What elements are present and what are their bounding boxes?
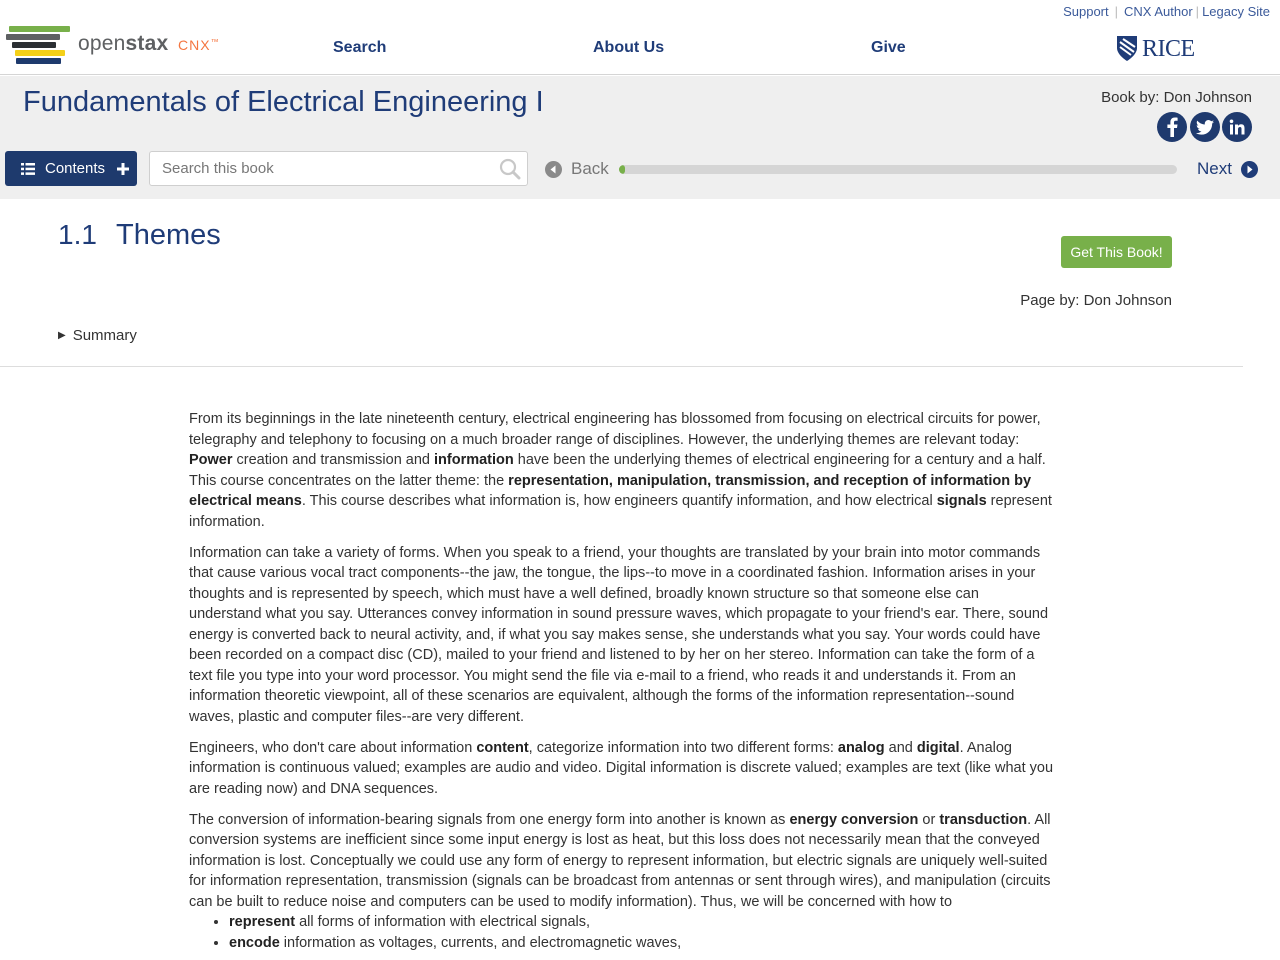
bold-term: analog <box>837 739 885 756</box>
book-title[interactable]: Fundamentals of Electrical Engineering I <box>23 86 544 118</box>
bold-term: information <box>434 452 514 468</box>
next-button[interactable] <box>1197 159 1258 179</box>
plus-icon <box>117 163 129 175</box>
contents-label: Contents <box>45 160 106 177</box>
logo-stack-yellow <box>15 50 65 56</box>
rice-wordmark: RICE <box>1142 36 1195 62</box>
legacy-site-link[interactable]: Legacy Site <box>1202 4 1270 19</box>
book-progress-bar <box>619 165 1177 174</box>
bold-term: Power <box>189 452 233 468</box>
book-search-box <box>149 151 528 186</box>
next-arrow-icon <box>1241 161 1258 178</box>
utility-links <box>1063 4 1270 19</box>
summary-label: Summary <box>72 327 137 344</box>
summary-toggle[interactable] <box>58 327 137 344</box>
book-author: Book by: Don Johnson <box>1101 89 1252 106</box>
goals-list <box>229 912 1054 953</box>
contents-button[interactable] <box>5 151 137 186</box>
linkedin-share-button[interactable] <box>1222 112 1252 142</box>
bold-term: content <box>476 739 529 756</box>
paragraph: Information can take a variety of forms. When you speak to a friend, your thoughts are translated by your brain into motor commands that cause various vocal tract components--the jaw, the tongue, the lips--to move in a coordinated fashion. Information arises in your thoughts and is represented by speech, which must have a well defined, broadly known structure so that someone else can understand what you say. Utterances convey information in sound pressure waves, which propagate to your friend's ear. There, sound energy is converted back to neural activity, and, if what you say makes sense, she understands what you say. Your words could have been recorded on a compact disc (CD), mailed to your friend and listened to by her on her stereo. Information can take the form of a text file you type into your word processor. You might send the file via e-mail to a friend, who reads it and understands it. From an information theoretic viewpoint, all of these scenarios are equivalent, although the forms of the information representation--sound waves, plastic and computer files--are very different. <box>189 544 1049 725</box>
logo-stack-gray <box>6 34 60 40</box>
bold-term: represent <box>229 914 296 930</box>
book-header-band <box>0 76 1280 199</box>
page-author: Page by: Don Johnson <box>1020 292 1172 309</box>
disclosure-triangle-icon: ▶ <box>58 330 66 341</box>
openstax-cnx-logo[interactable] <box>6 24 221 66</box>
bold-term: representation, manipulation, transmission, and reception of information by electrical means <box>189 472 1032 509</box>
back-button[interactable] <box>545 159 609 179</box>
facebook-share-button[interactable] <box>1157 112 1187 142</box>
divider: | <box>1114 4 1119 19</box>
bold-term: encode <box>229 934 280 951</box>
logo-stack-green <box>9 26 70 32</box>
bold-term: digital <box>916 739 960 756</box>
logo-stack-dark <box>12 42 56 48</box>
page-content <box>189 409 1054 953</box>
twitter-share-button[interactable] <box>1190 112 1220 142</box>
back-arrow-icon <box>545 161 562 178</box>
support-link[interactable]: Support <box>1063 4 1109 19</box>
logo-stack-navy <box>16 58 61 64</box>
bold-term: transduction <box>939 811 1028 828</box>
content-divider <box>0 366 1243 367</box>
rice-shield-icon <box>1116 34 1138 62</box>
nav-search-link[interactable]: Search <box>333 39 387 56</box>
section-number: 1.1 <box>58 219 97 250</box>
page-title: Themes <box>116 219 221 251</box>
back-label: Back <box>571 159 609 178</box>
nav-about-link[interactable]: About Us <box>593 39 665 56</box>
paragraph: Engineers, who don't care about information content, categorize information into two different forms: analog and digital. Analog information is continuous valued; examples are audio and video. Digital information is discrete valued; examples are text (like what you are reading now) and DNA sequences. <box>189 739 1054 797</box>
site-header <box>0 0 1280 75</box>
paragraph: From its beginnings in the late nineteenth century, electrical engineering has blossomed from focusing on electrical circuits for power, telegraphy and telephony to focusing on a much broader range of disciplines. However, the underlying themes are relevant today: Power creation and transmission and information have been the underlying themes of electrical engineering for a century and a half. This course concentrates on the latter theme: the representation, manipulation, transmission, and reception of information by electrical means. This course describes what information is, how engineers quantify information, and how electrical signals represent information. <box>189 411 1052 530</box>
bold-term: energy conversion <box>789 811 919 828</box>
list-item: • encode information as voltages, currents, and electromagnetic waves, <box>229 933 1054 954</box>
facebook-icon <box>1165 117 1179 137</box>
logo-wordmark: openstax <box>78 32 169 55</box>
book-progress-fill <box>619 165 625 174</box>
get-this-book-button[interactable]: Get This Book! <box>1061 236 1172 268</box>
linkedin-icon <box>1229 119 1245 135</box>
paragraph: The conversion of information-bearing signals from one energy form into another is known as energy conversion or transduction. All conversion systems are inefficient since some input energy is lost as heat, but this loss does not necessarily mean that the conveyed information is lost. Conceptually we could use any form of energy to represent information, but electric signals are uniquely well-suited for information representation, transmission (signals can be broadcast from antennas or sent through wires), and manipulation (circuits can be built to reduce noise and computers can be used to modify information). Thus, we will be concerned with how to <box>189 811 1051 910</box>
nav-give-link[interactable]: Give <box>871 39 906 56</box>
list-item: • represent all forms of information with electrical signals, <box>229 912 1054 933</box>
next-label: Next <box>1197 159 1232 178</box>
search-icon[interactable] <box>499 158 521 180</box>
divider: | <box>1195 4 1200 19</box>
bold-term: signals <box>936 493 987 509</box>
list-icon <box>21 163 35 175</box>
twitter-icon <box>1196 120 1214 135</box>
logo-cnx-suffix: CNX™ <box>178 37 220 53</box>
book-search-input[interactable] <box>150 152 480 185</box>
cnx-author-link[interactable]: CNX Author <box>1124 4 1193 19</box>
